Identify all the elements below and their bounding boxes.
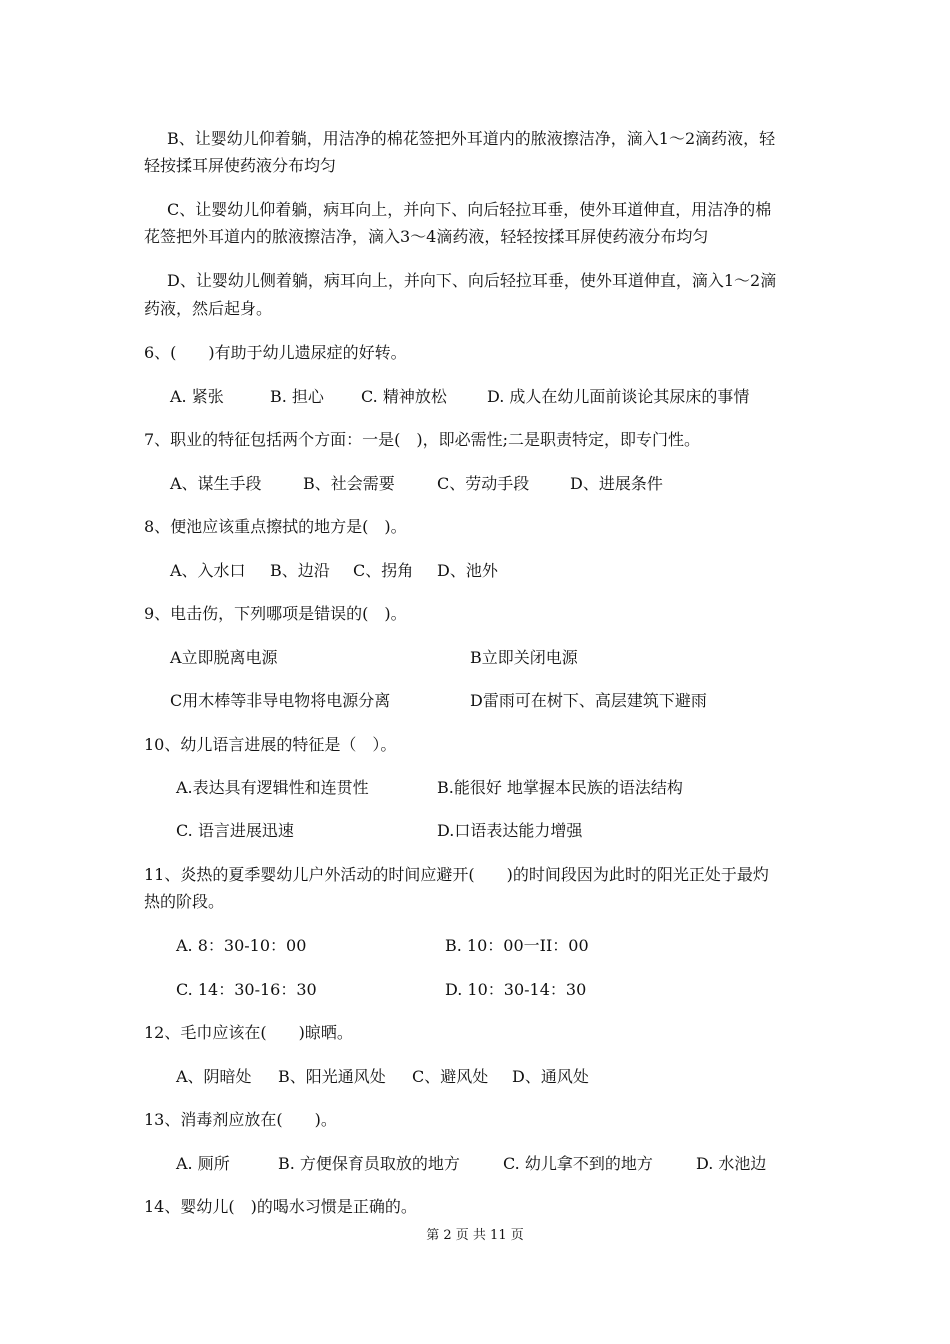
- question-9-stem: 9、电击伤，下列哪项是错误的( )。: [144, 604, 407, 623]
- question-7-option-a: A、谋生手段: [170, 474, 262, 493]
- question-8-option-d: D、池外: [437, 561, 498, 580]
- question-13-stem: 13、消毒剂应放在( )。: [144, 1110, 337, 1129]
- question-12-option-b: B、阳光通风处: [278, 1067, 386, 1086]
- q5-option-c-line1: C、让婴幼儿仰着躺，病耳向上，并向下、向后轻拉耳垂，使外耳道伸直，用洁净的棉: [167, 200, 772, 219]
- question-11-option-c: C. 14：30-16：30: [176, 980, 317, 999]
- question-9-option-c: C用木棒等非导电物将电源分离: [170, 691, 391, 710]
- question-12-option-c: C、避风处: [412, 1067, 489, 1086]
- question-13-option-d: D. 水池边: [696, 1154, 767, 1173]
- question-9-option-a: A立即脱离电源: [170, 648, 278, 667]
- question-13-option-b: B. 方便保育员取放的地方: [278, 1154, 460, 1173]
- question-14-stem: 14、婴幼儿( )的喝水习惯是正确的。: [144, 1197, 417, 1216]
- question-11-option-a: A. 8：30-10：00: [176, 936, 307, 955]
- question-8-stem: 8、便池应该重点擦拭的地方是( )。: [144, 517, 407, 536]
- q5-option-d-line1: D、让婴幼儿侧着躺，病耳向上，并向下、向后轻拉耳垂，使外耳道伸直，滴入1～2滴: [167, 271, 777, 290]
- question-13-option-c: C. 幼儿拿不到的地方: [503, 1154, 653, 1173]
- question-11-stem-line2: 热的阶段。: [144, 892, 225, 911]
- question-12-stem: 12、毛巾应该在( )晾晒。: [144, 1023, 353, 1042]
- q5-option-b-line2: 轻按揉耳屏使药液分布均匀: [144, 156, 337, 175]
- question-10-option-c: C. 语言进展迅速: [176, 821, 294, 840]
- question-7-option-c: C、劳动手段: [437, 474, 530, 493]
- question-7-option-b: B、社会需要: [303, 474, 395, 493]
- question-6-stem: 6、( )有助于幼儿遗尿症的好转。: [144, 343, 407, 362]
- question-10-option-b: B.能很好 地掌握本民族的语法结构: [437, 778, 683, 797]
- question-11-option-d: D. 10：30-14：30: [445, 980, 587, 999]
- question-10-option-d: D.口语表达能力增强: [437, 821, 583, 840]
- question-11-option-b: B. 10：00一II：00: [445, 936, 589, 955]
- question-8-option-b: B、边沿: [270, 561, 330, 580]
- question-9-option-b: B立即关闭电源: [470, 648, 578, 667]
- question-12-option-a: A、阴暗处: [176, 1067, 252, 1086]
- question-7-option-d: D、进展条件: [570, 474, 663, 493]
- q5-option-c-line2: 花签把外耳道内的脓液擦洁净，滴入3～4滴药液，轻轻按揉耳屏使药液分布均匀: [144, 227, 709, 246]
- question-13-option-a: A. 厕所: [176, 1154, 230, 1173]
- question-6-option-a: A. 紧张: [170, 387, 224, 406]
- question-10-option-a: A.表达具有逻辑性和连贯性: [176, 778, 369, 797]
- question-11-stem-line1: 11、炎热的夏季婴幼儿户外活动的时间应避开( )的时间段因为此时的阳光正处于最灼: [144, 865, 769, 884]
- page-footer: 第 2 页 共 11 页: [426, 1228, 524, 1243]
- question-9-option-d: D雷雨可在树下、高层建筑下避雨: [470, 691, 707, 710]
- question-6-option-d: D. 成人在幼儿面前谈论其尿床的事情: [487, 387, 750, 406]
- question-8-option-c: C、拐角: [353, 561, 414, 580]
- question-6-option-b: B. 担心: [270, 387, 324, 406]
- question-6-option-c: C. 精神放松: [361, 387, 447, 406]
- question-8-option-a: A、入水口: [170, 561, 246, 580]
- question-7-stem: 7、职业的特征包括两个方面：一是( )，即必需性;二是职责特定，即专门性。: [144, 430, 701, 449]
- q5-option-d-line2: 药液，然后起身。: [144, 299, 273, 318]
- q5-option-b-line1: B、让婴幼儿仰着躺，用洁净的棉花签把外耳道内的脓液擦洁净，滴入1～2滴药液，轻: [167, 129, 776, 148]
- question-10-stem: 10、幼儿语言进展的特征是（ ）。: [144, 735, 397, 754]
- question-12-option-d: D、通风处: [512, 1067, 589, 1086]
